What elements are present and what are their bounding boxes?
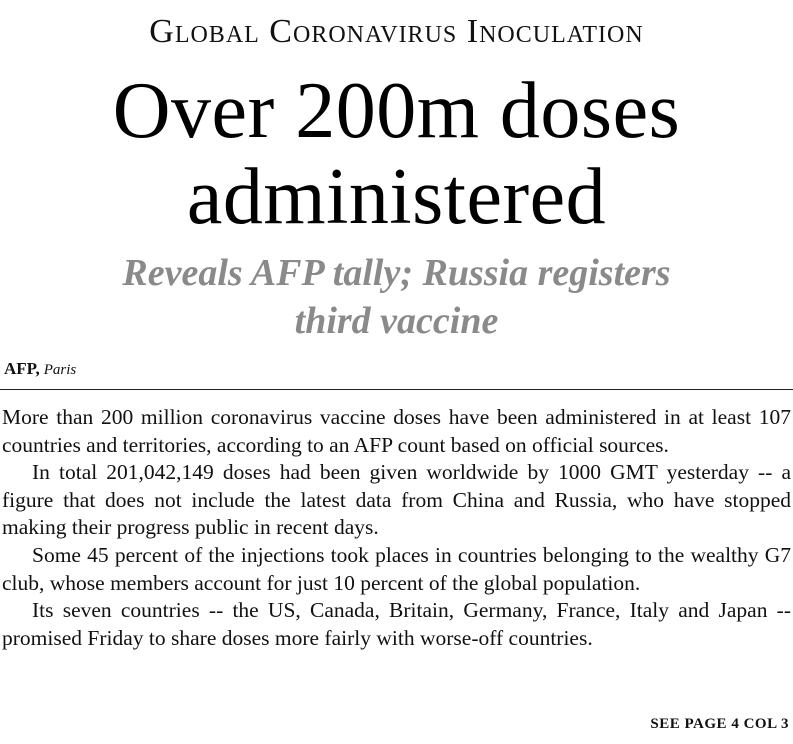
byline-city: Paris [43,362,77,378]
subheadline-line-2: third vaccine [294,300,499,342]
headline [0,68,793,240]
article-body [2,404,791,652]
paragraph-1: More than 200 million coronavirus vaccine doses have been administered in at least 107 countries and territories, according to an AFP count based on official sources. [2,405,791,457]
paragraph-2: In total 201,042,149 doses had been given worldwide by 1000 GMT yesterday -- a figure that does not include the latest data from China and Russia, who have stopped making their progress public in recent days. [2,460,791,540]
divider-rule [0,389,793,390]
kicker-title: Global Coronavirus Inoculation [149,13,644,50]
continuation-jump-link[interactable]: SEE PAGE 4 COL 3 [650,716,789,732]
headline-line-2: administered [186,153,607,241]
paragraph-4: Its seven countries -- the US, Canada, Britain, Germany, France, Italy and Japan -- promised Friday to share doses more fairly with worse-off countries. [2,598,791,650]
byline-agency: AFP, [4,359,40,378]
subheadline [0,249,793,345]
paragraph-3: Some 45 percent of the injections took places in countries belonging to the wealthy G7 club, whose members account for just 10 percent of the global population. [2,542,791,595]
headline-line-1: Over 200m doses [112,67,681,155]
subheadline-line-1: Reveals AFP tally; Russia registers [122,252,671,294]
byline [4,359,76,380]
